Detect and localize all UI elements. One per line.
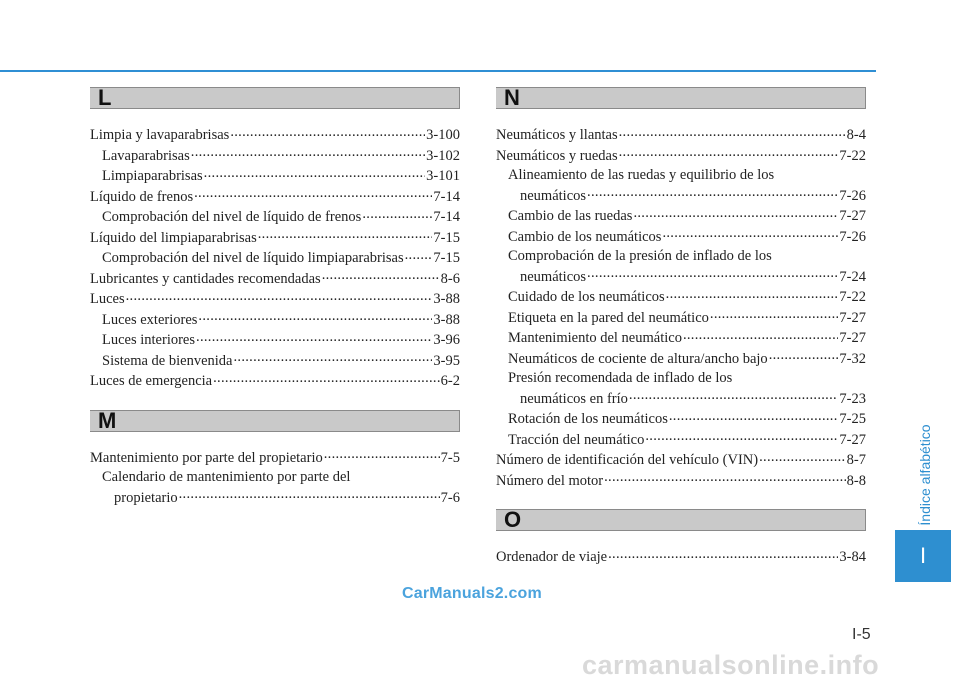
index-entry-label: Neumáticos y llantas	[496, 127, 618, 143]
dot-leader	[126, 289, 433, 303]
index-entry[interactable]	[496, 450, 866, 471]
index-entry[interactable]	[90, 468, 460, 488]
index-entry-label: Calendario de mantenimiento por parte del	[102, 469, 351, 485]
section-gap	[90, 392, 460, 410]
index-entry[interactable]	[496, 409, 866, 430]
dot-leader	[230, 125, 425, 139]
section-header-l	[90, 87, 460, 109]
index-entry-label: Tracción del neumático	[508, 431, 645, 448]
dot-leader	[604, 471, 846, 485]
dot-leader	[645, 430, 838, 444]
side-index-tab-letter: I	[919, 543, 927, 568]
index-entry-label: Lavaparabrisas	[102, 147, 190, 164]
section-letter: L	[98, 85, 112, 110]
index-entry[interactable]	[496, 471, 866, 492]
index-entry-page: 3-101	[426, 168, 460, 184]
dot-leader	[194, 187, 432, 201]
index-entry[interactable]	[90, 448, 460, 469]
section-letter: N	[504, 85, 520, 110]
index-entry-label: Etiqueta en la pared del neumático	[508, 309, 709, 326]
dot-leader	[629, 389, 838, 403]
index-entry[interactable]	[90, 228, 460, 249]
index-entry[interactable]	[496, 227, 866, 248]
index-entry-list	[496, 547, 866, 568]
index-entry-page: 7-25	[839, 411, 866, 427]
index-entry-list	[90, 448, 460, 509]
index-entry[interactable]	[496, 430, 866, 451]
index-column-left	[90, 87, 460, 508]
index-entry-label: Limpia y lavaparabrisas	[90, 127, 230, 143]
index-entry[interactable]	[496, 287, 866, 308]
index-entry[interactable]	[90, 488, 460, 509]
index-entry-page: 3-95	[433, 352, 460, 369]
index-entry-label: Presión recomendada de inflado de los	[508, 370, 733, 386]
index-entry-page: 7-27	[839, 330, 866, 346]
section-letter: O	[504, 507, 522, 532]
index-entry-page: 8-8	[846, 472, 866, 489]
dot-leader	[405, 248, 433, 262]
index-entry[interactable]	[90, 187, 460, 208]
index-entry[interactable]	[496, 267, 866, 288]
index-entry[interactable]	[496, 146, 866, 167]
dot-leader	[769, 349, 839, 363]
index-column-right	[496, 87, 866, 568]
index-entry-page: 7-22	[839, 147, 866, 164]
dot-leader	[196, 330, 432, 344]
dot-leader	[669, 409, 839, 423]
index-entry-label: neumáticos	[520, 187, 587, 204]
index-entry[interactable]	[90, 289, 460, 310]
index-entry-page: 7-14	[433, 209, 460, 225]
dot-leader	[179, 488, 440, 502]
index-entry-label: Sistema de bienvenida	[102, 352, 233, 369]
page-number: I-5	[852, 626, 871, 643]
index-entry-page: 7-15	[433, 250, 460, 266]
index-entry-label: Número de identificación del vehículo (VIN)	[496, 452, 759, 468]
dot-leader	[759, 450, 846, 464]
index-entry-label: Mantenimiento del neumático	[508, 330, 682, 346]
side-index-tab	[895, 530, 951, 582]
index-entry[interactable]	[496, 349, 866, 370]
dot-leader	[324, 448, 440, 462]
index-entry-page: 7-27	[839, 309, 866, 326]
index-entry-label: Comprobación de la presión de inflado de los	[508, 248, 772, 264]
index-entry-page: 3-96	[433, 332, 460, 348]
index-entry-label: Comprobación del nivel de líquido de frenos	[102, 209, 362, 225]
index-entry-page: 3-84	[839, 549, 866, 565]
index-entry-label: Neumáticos de cociente de altura/ancho bajo	[508, 350, 768, 367]
side-section-label	[915, 424, 935, 526]
index-entry[interactable]	[496, 328, 866, 349]
index-entry-label: Cambio de los neumáticos	[508, 228, 662, 245]
dot-leader	[204, 166, 425, 180]
index-entry[interactable]	[90, 125, 460, 146]
dot-leader	[191, 146, 425, 160]
dot-leader	[666, 287, 839, 301]
side-section-label-text: Índice alfabético	[917, 424, 933, 526]
index-entry-label: neumáticos en frío	[520, 390, 628, 407]
index-entry[interactable]	[496, 547, 866, 568]
section-header-o	[496, 509, 866, 531]
dot-leader	[608, 547, 838, 561]
index-entry-page: 7-23	[839, 390, 866, 407]
index-entry-page: 8-4	[846, 127, 866, 143]
index-entry-label: Número del motor	[496, 472, 604, 489]
index-entry-page: 7-26	[839, 228, 866, 245]
index-entry-page: 3-100	[426, 127, 460, 143]
index-entry[interactable]	[90, 351, 460, 372]
index-entry-label: Cambio de las ruedas	[508, 208, 633, 224]
index-entry-label: neumáticos	[520, 268, 587, 285]
index-entry-label: Rotación de los neumáticos	[508, 411, 668, 427]
index-entry[interactable]	[496, 369, 866, 389]
index-entry-page: 3-88	[433, 291, 460, 307]
index-entry[interactable]	[90, 371, 460, 392]
index-entry-label: Luces	[90, 291, 125, 307]
index-entry-label: Cuidado de los neumáticos	[508, 289, 665, 305]
index-entry-list	[90, 125, 460, 392]
index-entry-label: Líquido de frenos	[90, 188, 194, 205]
dot-leader	[587, 186, 838, 200]
index-entry-page: 7-15	[433, 229, 460, 246]
index-entry-page: 6-2	[440, 373, 460, 389]
dot-leader	[362, 207, 432, 221]
index-entry-page: 7-27	[839, 431, 866, 448]
index-entry[interactable]	[496, 186, 866, 207]
index-entry[interactable]	[90, 269, 460, 290]
dot-leader	[213, 371, 440, 385]
index-entry[interactable]	[496, 206, 866, 227]
dot-leader	[683, 328, 838, 342]
index-entry-page: 7-22	[839, 289, 866, 305]
index-entry[interactable]	[496, 389, 866, 410]
index-entry-page: 7-32	[839, 350, 866, 367]
index-entry[interactable]	[90, 310, 460, 331]
watermark-top[interactable]: CarManuals2.com	[402, 585, 542, 602]
index-entry-label: Comprobación del nivel de líquido limpiaparabrisas	[102, 250, 404, 266]
index-entry-page: 3-88	[433, 311, 460, 328]
index-entry[interactable]	[90, 330, 460, 351]
index-entry-label: Alineamiento de las ruedas y equilibrio de los	[508, 167, 775, 183]
index-entry-page: 7-24	[839, 268, 866, 285]
index-entry-label: Limpiaparabrisas	[102, 168, 203, 184]
dot-leader	[710, 308, 839, 322]
index-entry[interactable]	[496, 125, 866, 146]
dot-leader	[258, 228, 433, 242]
index-entry[interactable]	[90, 248, 460, 269]
index-entry-label: Lubricantes y cantidades recomendadas	[90, 270, 321, 287]
dot-leader	[587, 267, 838, 281]
index-entry-page: 3-102	[426, 147, 460, 164]
dot-leader	[233, 351, 432, 365]
section-letter: M	[98, 407, 117, 433]
section-header-m	[90, 407, 460, 433]
index-entry-page: 7-26	[839, 187, 866, 204]
index-entry-page: 7-14	[433, 188, 460, 205]
index-entry-page: 7-27	[839, 208, 866, 224]
dot-leader	[322, 269, 440, 283]
index-entry[interactable]	[496, 308, 866, 329]
index-entry-label: Líquido del limpiaparabrisas	[90, 229, 257, 246]
index-entry[interactable]	[496, 247, 866, 267]
index-entry-label: Neumáticos y ruedas	[496, 147, 618, 164]
index-entry-label: Ordenador de viaje	[496, 549, 608, 565]
dot-leader	[619, 146, 839, 160]
index-entry[interactable]	[90, 207, 460, 228]
index-entry-label: propietario	[114, 489, 178, 506]
top-rule	[0, 70, 876, 72]
section-gap	[496, 491, 866, 509]
dot-leader	[198, 310, 432, 324]
watermark-bottom[interactable]: carmanualsonline.info	[582, 650, 880, 680]
index-entry-list	[496, 125, 866, 491]
dot-leader	[633, 206, 838, 220]
index-entry-label: Luces de emergencia	[90, 373, 213, 389]
index-entry-page: 8-6	[440, 270, 460, 287]
index-entry-label: Luces exteriores	[102, 311, 198, 328]
index-entry[interactable]	[90, 166, 460, 187]
index-entry[interactable]	[496, 166, 866, 186]
index-entry-label: Luces interiores	[102, 332, 196, 348]
index-entry[interactable]	[90, 146, 460, 167]
section-header-n	[496, 87, 866, 109]
index-entry-label: Mantenimiento por parte del propietario	[90, 449, 323, 466]
dot-leader	[619, 125, 846, 139]
index-entry-page: 8-7	[846, 452, 866, 468]
index-entry-page: 7-6	[440, 489, 460, 506]
index-entry-page: 7-5	[440, 449, 460, 466]
dot-leader	[662, 227, 838, 241]
